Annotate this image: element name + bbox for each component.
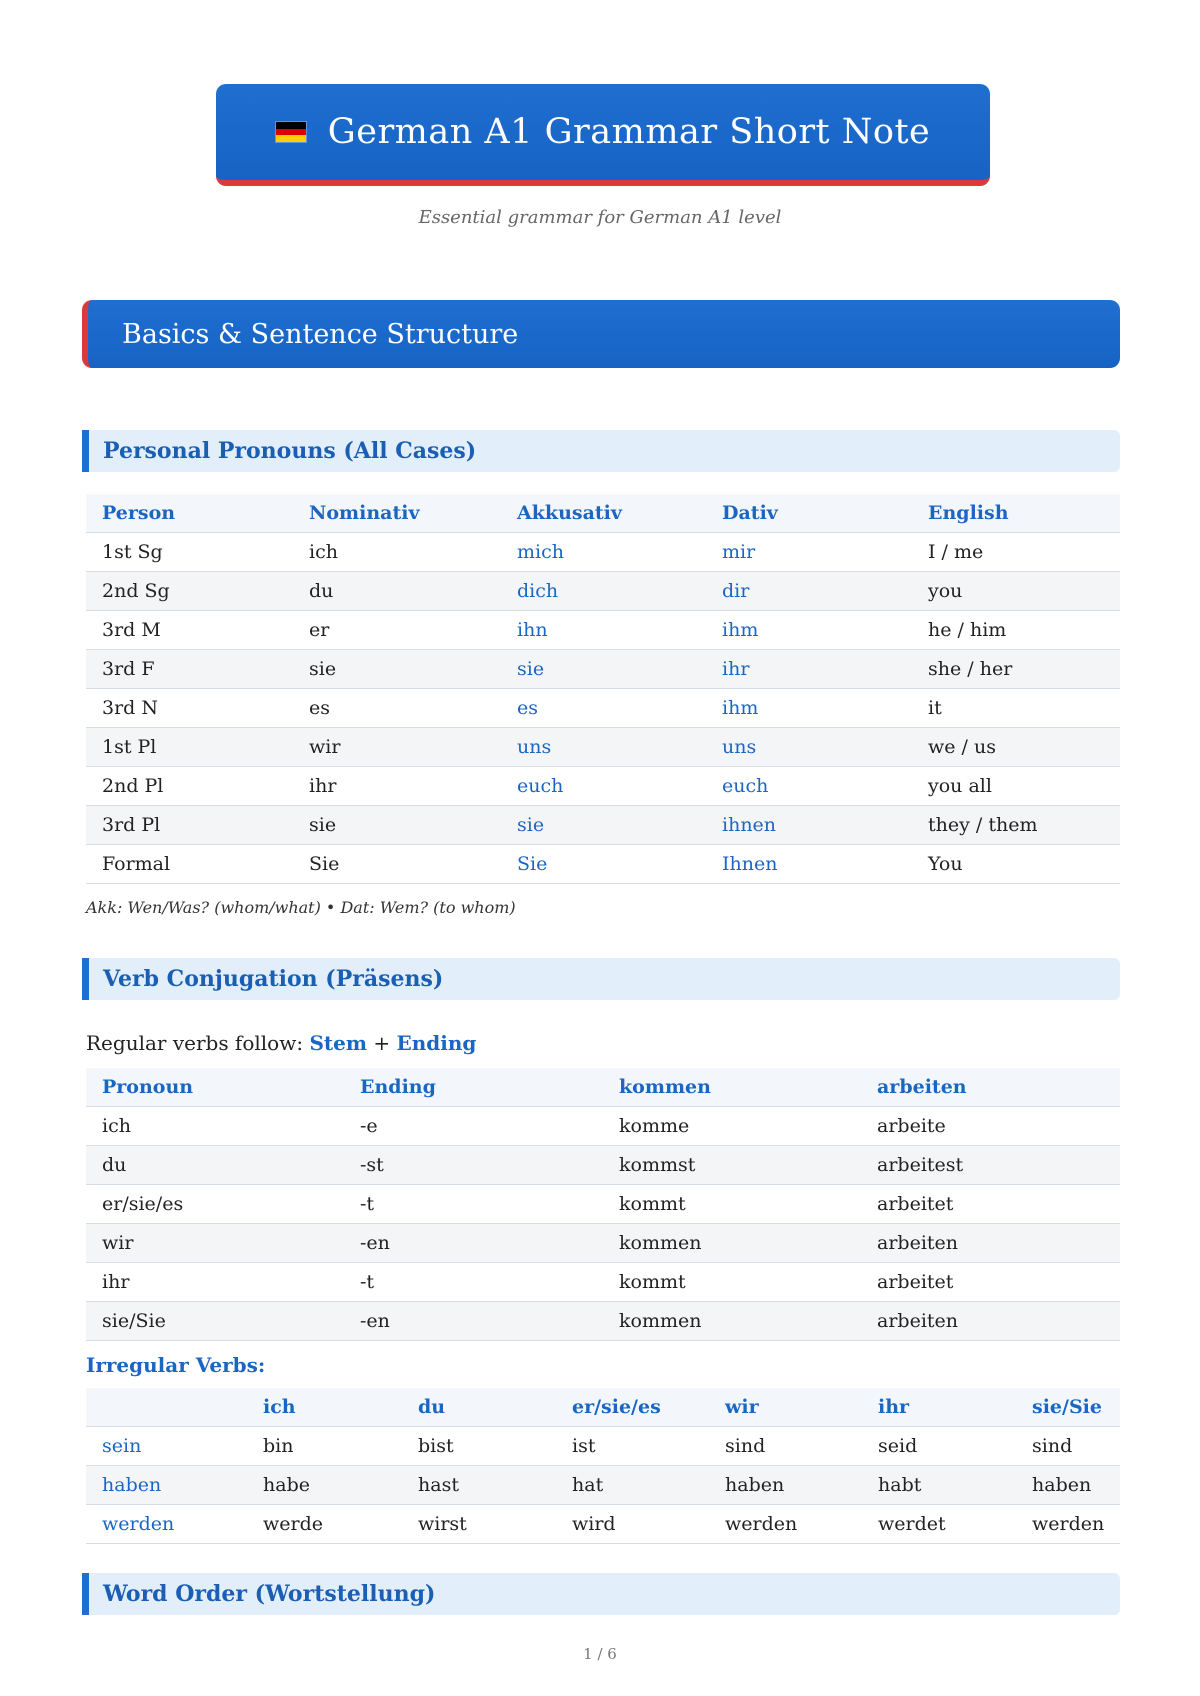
table-cell: 1st Sg: [86, 533, 293, 572]
table-cell: uns: [501, 728, 706, 767]
table-cell: ich: [86, 1107, 344, 1146]
table-cell: you: [912, 572, 1120, 611]
table-cell: -en: [344, 1224, 603, 1263]
irregular-verbs-table: [86, 1388, 1120, 1544]
table-cell: 3rd F: [86, 650, 293, 689]
case-note: Akk: Wen/Was? (whom/what) • Dat: Wem? (to whom): [86, 898, 516, 917]
table-cell: sie: [501, 650, 706, 689]
table-row: [86, 767, 1120, 806]
column-header: ich: [247, 1388, 402, 1427]
table-cell: arbeitet: [861, 1263, 1120, 1302]
table-cell: you all: [912, 767, 1120, 806]
table-row: [86, 728, 1120, 767]
table-cell: arbeiten: [861, 1302, 1120, 1341]
column-header: er/sie/es: [556, 1388, 709, 1427]
table-cell: ihm: [706, 611, 912, 650]
table-cell: arbeiten: [861, 1224, 1120, 1263]
table-cell: Sie: [293, 845, 501, 884]
table-cell: es: [293, 689, 501, 728]
table-cell: wir: [293, 728, 501, 767]
column-header: ihr: [862, 1388, 1016, 1427]
table-cell: er: [293, 611, 501, 650]
table-cell: Ihnen: [706, 845, 912, 884]
column-header: Akkusativ: [501, 494, 706, 533]
column-header: sie/Sie: [1016, 1388, 1120, 1427]
table-cell: haben: [1016, 1466, 1120, 1505]
table-row: [86, 650, 1120, 689]
table-cell: sie: [293, 650, 501, 689]
table-cell: 1st Pl: [86, 728, 293, 767]
table-cell: mich: [501, 533, 706, 572]
table-row: [86, 806, 1120, 845]
table-cell: du: [86, 1146, 344, 1185]
column-header: Person: [86, 494, 293, 533]
column-header: Pronoun: [86, 1068, 344, 1107]
section-heading: Basics & Sentence Structure: [82, 300, 1120, 368]
table-cell: -t: [344, 1263, 603, 1302]
table-cell: bist: [402, 1427, 556, 1466]
table-row: [86, 845, 1120, 884]
table-header-row: [86, 1388, 1120, 1427]
table-cell: ihr: [86, 1263, 344, 1302]
table-cell: kommen: [603, 1224, 861, 1263]
table-cell: arbeitest: [861, 1146, 1120, 1185]
german-flag-icon: [276, 122, 306, 142]
document-title: German A1 Grammar Short Note: [327, 112, 931, 152]
table-cell: 3rd Pl: [86, 806, 293, 845]
table-cell: werde: [247, 1505, 402, 1544]
intro-stem: Stem: [309, 1031, 368, 1055]
table-cell: sie: [293, 806, 501, 845]
column-header: du: [402, 1388, 556, 1427]
table-cell: -st: [344, 1146, 603, 1185]
table-cell: ihm: [706, 689, 912, 728]
table-cell: You: [912, 845, 1120, 884]
table-cell: euch: [706, 767, 912, 806]
table-cell: we / us: [912, 728, 1120, 767]
intro-plus: +: [367, 1031, 397, 1055]
pronouns-heading: Personal Pronouns (All Cases): [82, 430, 1120, 472]
table-cell: he / him: [912, 611, 1120, 650]
table-cell: -t: [344, 1185, 603, 1224]
table-row: [86, 1224, 1120, 1263]
table-cell: sind: [1016, 1427, 1120, 1466]
table-cell: sind: [709, 1427, 862, 1466]
table-row: [86, 1466, 1120, 1505]
table-cell: werdet: [862, 1505, 1016, 1544]
table-cell: dich: [501, 572, 706, 611]
table-cell: 3rd M: [86, 611, 293, 650]
table-row: [86, 533, 1120, 572]
table-cell: 2nd Pl: [86, 767, 293, 806]
document-subtitle: Essential grammar for German A1 level: [418, 207, 782, 228]
table-cell: er/sie/es: [86, 1185, 344, 1224]
table-cell: habt: [862, 1466, 1016, 1505]
column-header: [86, 1388, 247, 1427]
table-cell: ihr: [706, 650, 912, 689]
table-cell: arbeite: [861, 1107, 1120, 1146]
column-header: Nominativ: [293, 494, 501, 533]
table-row: [86, 1427, 1120, 1466]
table-cell: du: [293, 572, 501, 611]
table-cell: they / them: [912, 806, 1120, 845]
table-cell: arbeitet: [861, 1185, 1120, 1224]
table-row: [86, 1107, 1120, 1146]
column-header: Dativ: [706, 494, 912, 533]
table-cell: werden: [86, 1505, 247, 1544]
table-cell: haben: [86, 1466, 247, 1505]
table-cell: kommt: [603, 1185, 861, 1224]
table-row: [86, 1263, 1120, 1302]
table-cell: Sie: [501, 845, 706, 884]
table-cell: habe: [247, 1466, 402, 1505]
table-cell: hast: [402, 1466, 556, 1505]
table-cell: kommst: [603, 1146, 861, 1185]
column-header: arbeiten: [861, 1068, 1120, 1107]
table-cell: she / her: [912, 650, 1120, 689]
table-cell: I / me: [912, 533, 1120, 572]
word-order-heading: Word Order (Wortstellung): [82, 1573, 1120, 1615]
table-cell: -e: [344, 1107, 603, 1146]
table-cell: kommen: [603, 1302, 861, 1341]
table-cell: -en: [344, 1302, 603, 1341]
table-cell: wir: [86, 1224, 344, 1263]
table-row: [86, 611, 1120, 650]
conjugation-heading: Verb Conjugation (Präsens): [82, 958, 1120, 1000]
table-cell: sein: [86, 1427, 247, 1466]
table-cell: kommt: [603, 1263, 861, 1302]
table-cell: ist: [556, 1427, 709, 1466]
document-title-banner: [216, 84, 990, 186]
conjugation-intro: [86, 1031, 476, 1055]
column-header: English: [912, 494, 1120, 533]
table-cell: haben: [709, 1466, 862, 1505]
table-cell: werden: [709, 1505, 862, 1544]
table-row: [86, 1302, 1120, 1341]
table-header-row: [86, 1068, 1120, 1107]
table-cell: komme: [603, 1107, 861, 1146]
table-row: [86, 1185, 1120, 1224]
intro-text: Regular verbs follow:: [86, 1031, 310, 1055]
conjugation-table: [86, 1068, 1120, 1341]
table-cell: mir: [706, 533, 912, 572]
table-cell: euch: [501, 767, 706, 806]
table-cell: 2nd Sg: [86, 572, 293, 611]
table-row: [86, 689, 1120, 728]
table-cell: it: [912, 689, 1120, 728]
irregular-verbs-label: Irregular Verbs:: [86, 1353, 266, 1377]
table-cell: uns: [706, 728, 912, 767]
table-cell: 3rd N: [86, 689, 293, 728]
table-cell: ihr: [293, 767, 501, 806]
table-cell: sie: [501, 806, 706, 845]
pronouns-table: [86, 494, 1120, 884]
page-number: 1 / 6: [583, 1645, 617, 1663]
table-cell: bin: [247, 1427, 402, 1466]
table-cell: wird: [556, 1505, 709, 1544]
intro-ending: Ending: [396, 1031, 477, 1055]
table-cell: ihnen: [706, 806, 912, 845]
table-row: [86, 572, 1120, 611]
table-row: [86, 1505, 1120, 1544]
table-cell: hat: [556, 1466, 709, 1505]
table-cell: werden: [1016, 1505, 1120, 1544]
table-cell: sie/Sie: [86, 1302, 344, 1341]
table-cell: seid: [862, 1427, 1016, 1466]
column-header: wir: [709, 1388, 862, 1427]
column-header: kommen: [603, 1068, 861, 1107]
table-cell: wirst: [402, 1505, 556, 1544]
table-cell: ich: [293, 533, 501, 572]
table-cell: Formal: [86, 845, 293, 884]
table-row: [86, 1146, 1120, 1185]
table-cell: dir: [706, 572, 912, 611]
table-cell: ihn: [501, 611, 706, 650]
table-header-row: [86, 494, 1120, 533]
column-header: Ending: [344, 1068, 603, 1107]
table-cell: es: [501, 689, 706, 728]
